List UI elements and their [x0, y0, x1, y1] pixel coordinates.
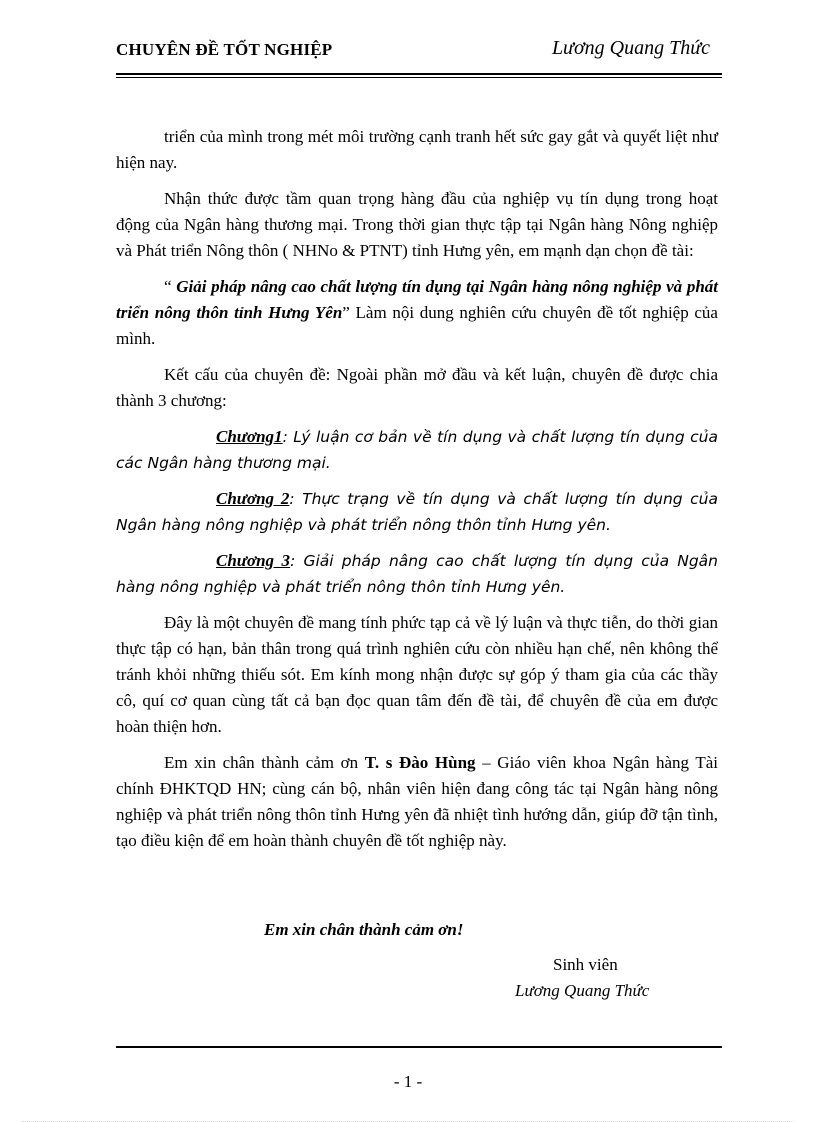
page-edge-dots	[22, 1121, 794, 1122]
chapter-item	[116, 548, 718, 600]
topic-rest: ” Làm nội dung nghiên cứu chuyên đề tốt nghiệp của mình.	[116, 303, 718, 348]
header-rule	[116, 73, 722, 75]
paragraph-awareness: Nhận thức được tầm quan trọng hàng đầu của nghiệp vụ tín dụng trong hoạt động của Ngân hàng thương mại. Trong thời gian thực tập tại Ngân hàng Nông nghiệp và Phát triển Nông thôn ( NHNo & PTNT) tỉnh Hưng yên, em mạnh dạn chọn đề tài:	[116, 189, 718, 260]
chapter-text: : Thực trạng về tín dụng và chất lượng tín dụng của Ngân hàng nông nghiệp và phát triển nông thôn tỉnh Hưng yên.	[116, 490, 719, 534]
paragraph-continuation: triển của mình trong mét môi trường cạnh tranh hết sức gay gắt và quyết liệt như hiện nay.	[116, 127, 718, 172]
signature-role: Sinh viên	[553, 955, 618, 974]
signature-name: Lương Quang Thức	[515, 981, 650, 1000]
footer-rule	[116, 1046, 722, 1048]
chapter-label: Chương1	[216, 427, 283, 446]
closing-thanks: Em xin chân thành cảm ơn!	[264, 920, 464, 939]
ack-intro: Em xin chân thành cảm ơn	[164, 753, 365, 772]
chapter-item	[116, 424, 718, 476]
topic-title: Giải pháp nâng cao chất lượng tín dụng tại Ngân hàng nông nghiệp và phát triển nông thôn tỉnh Hưng Yên	[116, 277, 718, 322]
ack-rest: – Giáo viên khoa Ngân hàng Tài chính ĐHKTQD HN; cùng cán bộ, nhân viên hiện đang công tác tại Ngân hàng nông nghiệp và phát triển nông thôn tỉnh Hưng yên đã nhiệt tình hướng dẫn, giúp đỡ tận tình, tạo điều kiện để em hoàn thành chuyên đề tốt nghiệp này.	[116, 753, 719, 850]
chapter-label: Chương 3	[216, 551, 291, 570]
advisor-name: T. s Đào Hùng	[364, 753, 476, 772]
paragraph-limitations: Đây là một chuyên đề mang tính phức tạp cả về lý luận và thực tiễn, do thời gian thực tập có hạn, bản thân trong quá trình nghiên cứu còn nhiều hạn chế, nên không thể tránh khỏi những thiếu sót. Em kính mong nhận được sự góp ý tham gia của các thầy cô, quí cơ quan cùng tất cả bạn đọc quan tâm đến đề tài, để chuyên đề của em được hoàn thiện hơn.	[116, 613, 718, 736]
quote-open: “	[164, 277, 177, 296]
chapter-label: Chương 2	[216, 489, 290, 508]
document-title: CHUYÊN ĐỀ TỐT NGHIỆP	[116, 40, 333, 59]
header-rule-thin	[116, 77, 722, 78]
document-body	[116, 124, 718, 864]
header-author: Lương Quang Thức	[551, 37, 710, 59]
page-header	[116, 37, 722, 70]
chapter-text: : Lý luận cơ bản về tín dụng và chất lượng tín dụng của các Ngân hàng thương mại.	[116, 428, 718, 472]
paragraph-acknowledgement	[116, 750, 718, 854]
page-number: - 1 -	[393, 1072, 423, 1091]
paragraph-structure: Kết cấu của chuyên đề: Ngoài phần mở đầu và kết luận, chuyên đề được chia thành 3 chương:	[116, 365, 718, 410]
chapter-item	[116, 486, 718, 538]
chapter-text: : Giải pháp nâng cao chất lượng tín dụng của Ngân hàng nông nghiệp và phát triển nông thôn tỉnh Hưng yên.	[116, 552, 718, 596]
paragraph-topic	[116, 274, 718, 352]
